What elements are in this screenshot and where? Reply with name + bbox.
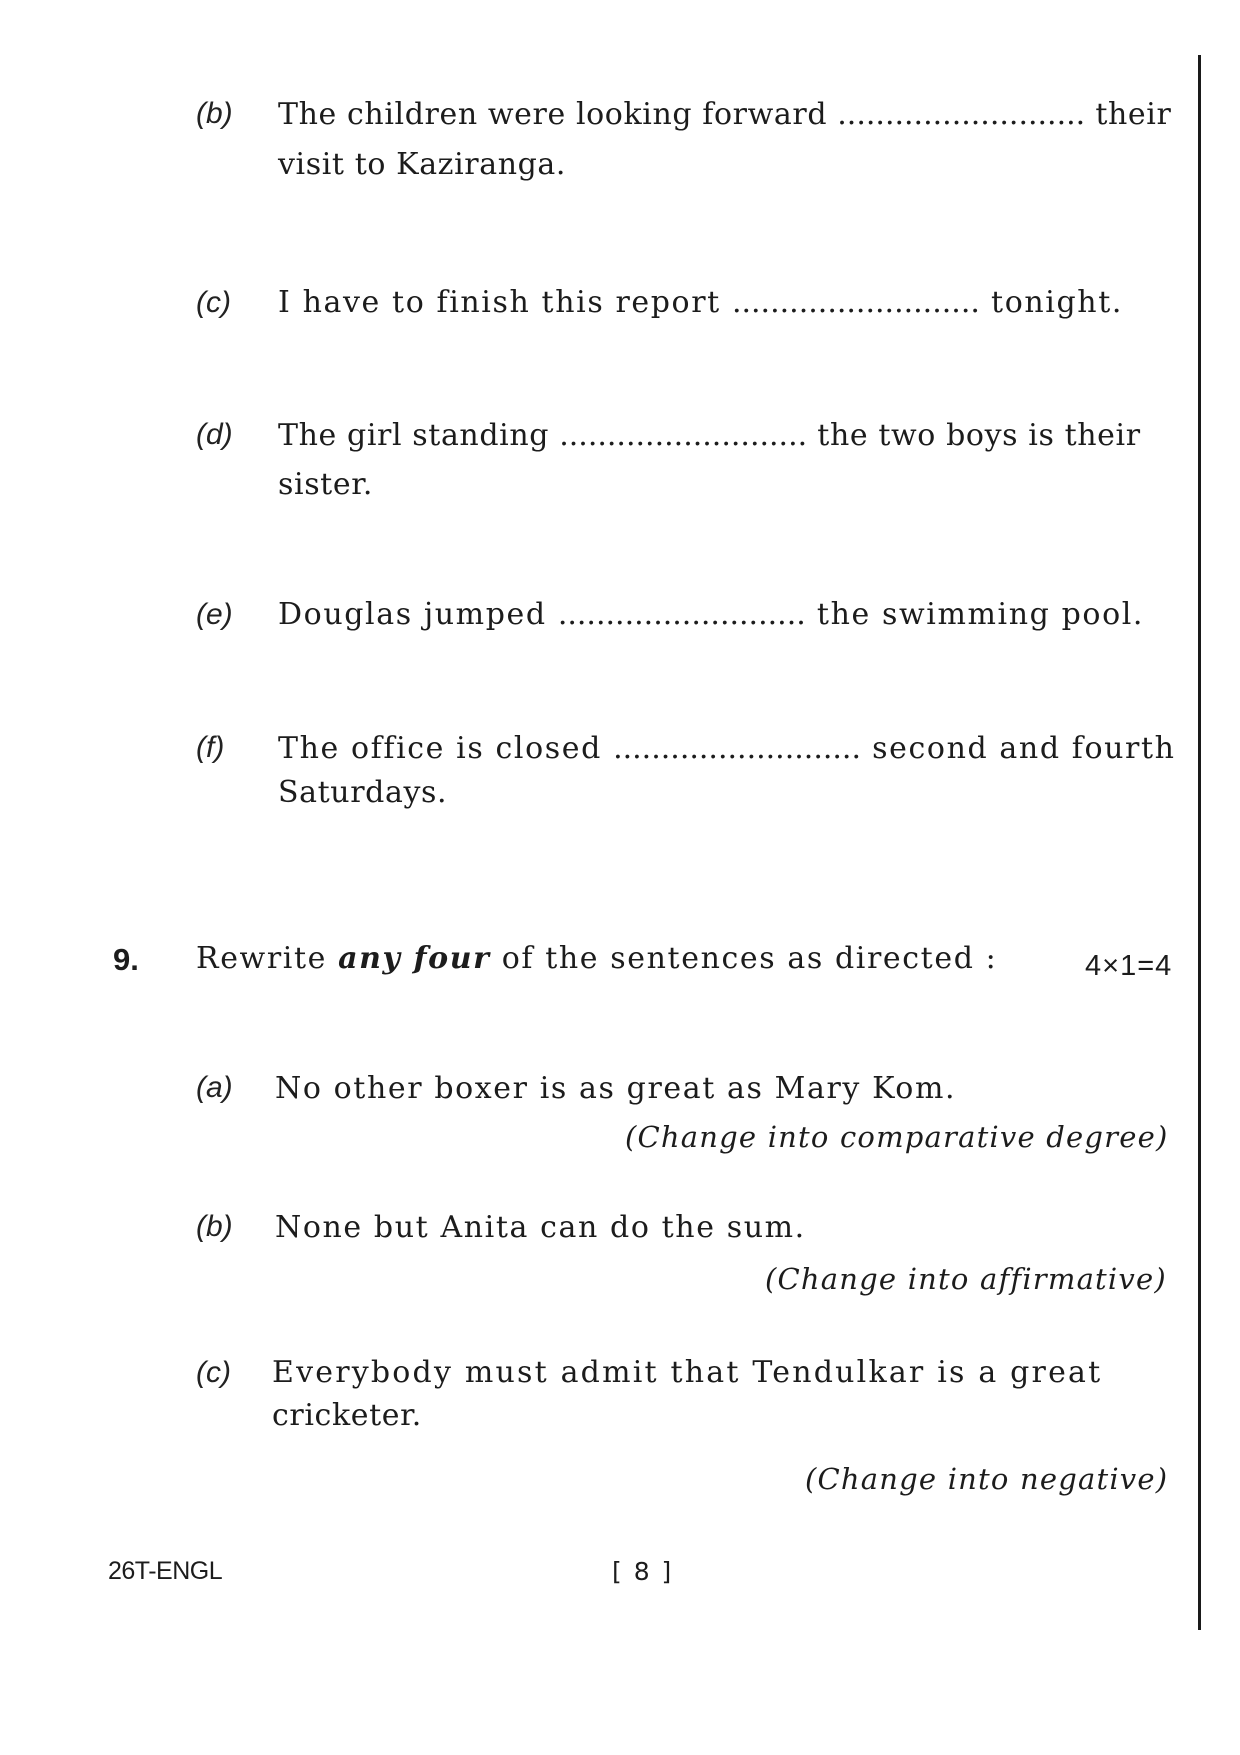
q8-item-e-text: [278, 592, 1144, 638]
q8-item-f-blank: ..........................: [613, 731, 862, 766]
q9-prompt-before: Rewrite: [196, 941, 339, 976]
q9-item-b-sentence: None but Anita can do the sum.: [275, 1210, 806, 1245]
q8-item-f-after: second and fourth: [861, 731, 1176, 766]
q8-item-f-marker: (f): [196, 731, 225, 764]
q9-item-c-line2: cricketer.: [272, 1398, 422, 1433]
q8-item-d-blank: ..........................: [559, 418, 808, 453]
q8-item-f-text: [278, 726, 1176, 772]
q9-prompt-after: of the sentences as directed :: [490, 941, 998, 976]
q8-item-e-marker: (e): [196, 598, 233, 631]
q8-item-d-after: the two boys is their: [807, 418, 1141, 453]
q8-item-b-blank: ..........................: [837, 97, 1086, 132]
q8-item-c-text: [278, 280, 1123, 326]
q8-item-e-after: the swimming pool.: [805, 597, 1145, 632]
q8-item-c-marker: (c): [196, 286, 231, 319]
q9-item-c-marker: (c): [196, 1356, 231, 1389]
q8-item-d-line2: sister.: [278, 467, 373, 502]
q8-item-b-after: their: [1085, 97, 1172, 132]
q9-marks: 4×1=4: [1085, 950, 1173, 982]
q8-item-f-line2: Saturdays.: [278, 775, 448, 810]
paper-code: 26T-ENGL: [108, 1557, 223, 1585]
q9-prompt: [196, 936, 997, 982]
q8-item-c-before: I have to finish this report: [278, 285, 732, 320]
q8-item-e-blank: ..........................: [557, 597, 806, 632]
q8-item-f-before: The office is closed: [278, 731, 614, 766]
question-number-9: 9.: [113, 942, 139, 977]
q9-item-a-marker: (a): [196, 1071, 233, 1104]
q9-prompt-emphasis: any four: [338, 941, 491, 976]
q8-item-d-text: [278, 413, 1141, 459]
q9-item-a-sentence: No other boxer is as great as Mary Kom.: [275, 1071, 957, 1106]
q8-item-d-marker: (d): [196, 418, 233, 451]
page-number: [ 8 ]: [612, 1557, 674, 1586]
q8-item-c-blank: ..........................: [731, 285, 980, 320]
q8-item-b-before: The children were looking forward: [278, 97, 838, 132]
q9-item-b-instruction: (Change into affirmative): [765, 1262, 1167, 1296]
q9-item-c-instruction: (Change into negative): [805, 1462, 1169, 1496]
q8-item-e-before: Douglas jumped: [278, 597, 558, 632]
q8-item-b-marker: (b): [196, 97, 233, 130]
right-margin-rule: [1198, 55, 1201, 1630]
q8-item-b-line2: visit to Kaziranga.: [278, 147, 567, 182]
q8-item-d-before: The girl standing: [278, 418, 560, 453]
q9-item-a-instruction: (Change into comparative degree): [625, 1120, 1169, 1154]
q9-item-b-marker: (b): [196, 1210, 233, 1243]
q8-item-b-text: [278, 92, 1171, 138]
q9-item-c-sentence: Everybody must admit that Tendulkar is a great: [272, 1355, 1103, 1390]
q8-item-c-after: tonight.: [979, 285, 1123, 320]
